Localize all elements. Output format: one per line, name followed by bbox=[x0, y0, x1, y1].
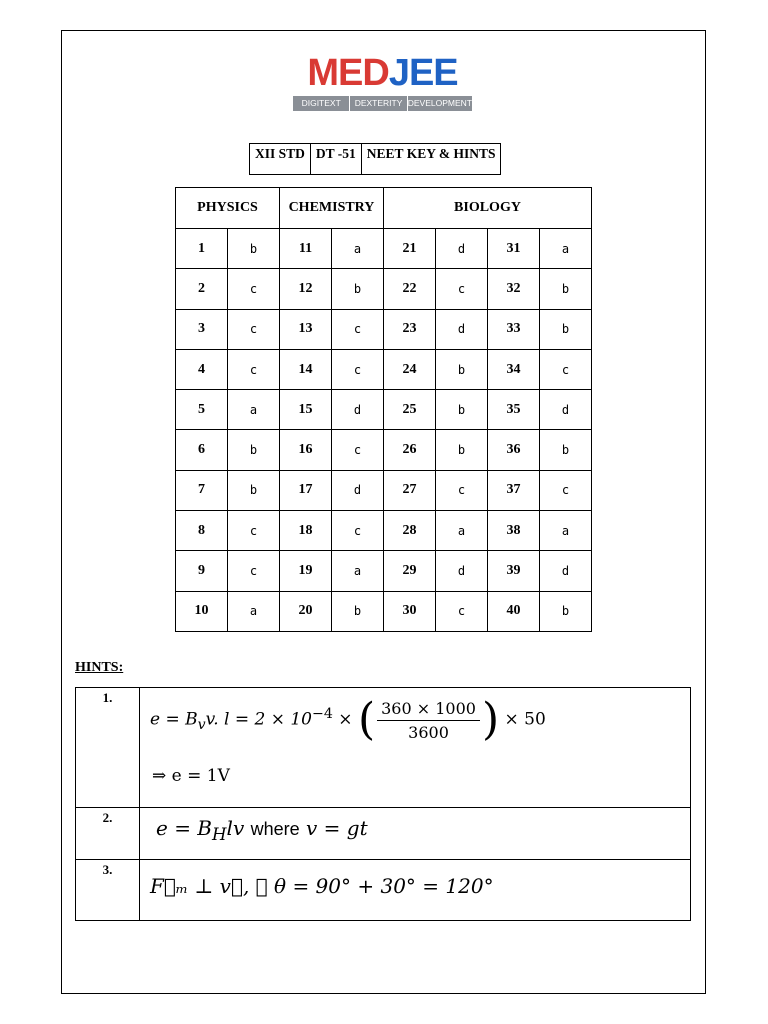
hint-3 bbox=[75, 859, 691, 921]
answer-row bbox=[176, 349, 592, 389]
question-number: 9 bbox=[176, 551, 228, 591]
answer-option: c bbox=[228, 551, 280, 591]
hint-1-times: × bbox=[338, 709, 353, 730]
question-number: 39 bbox=[488, 551, 540, 591]
question-number: 12 bbox=[280, 269, 332, 309]
question-number: 22 bbox=[384, 269, 436, 309]
left-paren: ( bbox=[357, 694, 376, 745]
fraction-denominator: 3600 bbox=[408, 722, 449, 742]
question-number: 10 bbox=[176, 591, 228, 631]
answer-row bbox=[176, 430, 592, 470]
answer-row bbox=[176, 591, 592, 631]
section-biology: BIOLOGY bbox=[384, 188, 592, 229]
answer-option: a bbox=[332, 229, 384, 269]
answer-option: c bbox=[436, 269, 488, 309]
hint-2-tail: v = gt bbox=[306, 816, 368, 840]
answer-option: b bbox=[436, 430, 488, 470]
answer-option: b bbox=[332, 269, 384, 309]
answer-option: b bbox=[540, 591, 592, 631]
question-number: 1 bbox=[176, 229, 228, 269]
question-number: 14 bbox=[280, 349, 332, 389]
fraction-numerator: 360 × 1000 bbox=[377, 699, 480, 721]
hint-1-equation bbox=[150, 694, 546, 745]
answer-option: a bbox=[332, 551, 384, 591]
question-number: 15 bbox=[280, 390, 332, 430]
hint-2-where: where bbox=[250, 819, 300, 839]
logo-tag-digitext: DIGITEXT bbox=[293, 96, 350, 111]
answer-key-body bbox=[176, 229, 592, 632]
hint-2-sub: H bbox=[212, 825, 227, 844]
question-number: 23 bbox=[384, 309, 436, 349]
answer-option: c bbox=[332, 511, 384, 551]
question-number: 5 bbox=[176, 390, 228, 430]
hint-3-equation: F⃗ₘ ⊥ v⃗, ∴ θ = 90° + 30° = 120° bbox=[150, 874, 494, 898]
answer-option: c bbox=[228, 511, 280, 551]
hint-1-mid: v. l = 2 × 10 bbox=[205, 709, 312, 730]
answer-option: c bbox=[332, 349, 384, 389]
header-title: NEET KEY & HINTS bbox=[361, 144, 501, 175]
hint-1-lhs: e = B bbox=[150, 709, 198, 730]
answer-option: b bbox=[436, 349, 488, 389]
answer-row bbox=[176, 470, 592, 510]
answer-option: d bbox=[436, 309, 488, 349]
answer-option: d bbox=[332, 390, 384, 430]
question-number: 35 bbox=[488, 390, 540, 430]
hint-2-equation bbox=[156, 816, 368, 844]
question-number: 33 bbox=[488, 309, 540, 349]
answer-option: a bbox=[436, 511, 488, 551]
question-number: 6 bbox=[176, 430, 228, 470]
answer-option: c bbox=[228, 349, 280, 389]
logo-wordmark bbox=[291, 53, 474, 93]
question-number: 16 bbox=[280, 430, 332, 470]
question-number: 30 bbox=[384, 591, 436, 631]
answer-option: c bbox=[540, 349, 592, 389]
question-number: 31 bbox=[488, 229, 540, 269]
answer-option: d bbox=[332, 470, 384, 510]
hint-number: 2. bbox=[76, 808, 140, 859]
answer-option: b bbox=[228, 430, 280, 470]
logo-med-text: MED bbox=[307, 52, 389, 94]
question-number: 18 bbox=[280, 511, 332, 551]
answer-option: a bbox=[540, 511, 592, 551]
question-number: 36 bbox=[488, 430, 540, 470]
answer-option: d bbox=[436, 229, 488, 269]
question-number: 11 bbox=[280, 229, 332, 269]
question-number: 8 bbox=[176, 511, 228, 551]
hint-1-exp: −4 bbox=[312, 705, 333, 722]
question-number: 24 bbox=[384, 349, 436, 389]
answer-option: c bbox=[228, 309, 280, 349]
hint-body bbox=[140, 688, 690, 807]
answer-option: b bbox=[228, 229, 280, 269]
header-std: XII STD bbox=[250, 144, 311, 175]
hint-number: 3. bbox=[76, 860, 140, 920]
question-number: 4 bbox=[176, 349, 228, 389]
answer-row bbox=[176, 551, 592, 591]
logo-jee-text: JEE bbox=[388, 52, 458, 94]
question-number: 27 bbox=[384, 470, 436, 510]
answer-option: b bbox=[540, 309, 592, 349]
question-number: 32 bbox=[488, 269, 540, 309]
question-number: 3 bbox=[176, 309, 228, 349]
header-test-code: DT -51 bbox=[310, 144, 361, 175]
hints-title: HINTS: bbox=[75, 660, 124, 675]
hint-body bbox=[140, 860, 690, 920]
hint-body bbox=[140, 808, 690, 859]
question-number: 7 bbox=[176, 470, 228, 510]
answer-option: b bbox=[540, 430, 592, 470]
answer-option: c bbox=[436, 470, 488, 510]
answer-option: c bbox=[332, 430, 384, 470]
right-paren: ) bbox=[481, 694, 500, 745]
logo-tagline bbox=[293, 96, 472, 111]
answer-option: a bbox=[228, 390, 280, 430]
answer-option: d bbox=[540, 390, 592, 430]
logo-tag-dexterity: DEXTERITY bbox=[350, 96, 407, 111]
hint-1-fraction bbox=[377, 699, 480, 742]
answer-option: d bbox=[540, 551, 592, 591]
answer-option: c bbox=[436, 591, 488, 631]
hint-1-sub: v bbox=[197, 716, 206, 733]
answer-row bbox=[176, 229, 592, 269]
hint-2 bbox=[75, 807, 691, 860]
answer-option: a bbox=[228, 591, 280, 631]
hint-2-rhs: lv bbox=[226, 816, 245, 840]
answer-row bbox=[176, 390, 592, 430]
section-physics: PHYSICS bbox=[176, 188, 280, 229]
question-number: 34 bbox=[488, 349, 540, 389]
question-number: 21 bbox=[384, 229, 436, 269]
answer-option: d bbox=[436, 551, 488, 591]
question-number: 2 bbox=[176, 269, 228, 309]
answer-option: a bbox=[540, 229, 592, 269]
answer-row bbox=[176, 309, 592, 349]
answer-option: c bbox=[228, 269, 280, 309]
answer-row bbox=[176, 269, 592, 309]
logo-tag-development: DEVELOPMENT bbox=[407, 98, 472, 108]
question-number: 19 bbox=[280, 551, 332, 591]
answer-key-table bbox=[175, 187, 592, 632]
document-header bbox=[249, 143, 501, 175]
hint-1-tail: × 50 bbox=[504, 709, 546, 730]
question-number: 13 bbox=[280, 309, 332, 349]
question-number: 17 bbox=[280, 470, 332, 510]
hint-1-result: ⇒ e = 1V bbox=[152, 766, 230, 786]
answer-option: b bbox=[332, 591, 384, 631]
question-number: 26 bbox=[384, 430, 436, 470]
answer-option: c bbox=[332, 309, 384, 349]
medjee-logo bbox=[291, 53, 474, 113]
hint-1 bbox=[75, 687, 691, 808]
answer-option: b bbox=[228, 470, 280, 510]
answer-option: c bbox=[540, 470, 592, 510]
question-number: 25 bbox=[384, 390, 436, 430]
question-number: 20 bbox=[280, 591, 332, 631]
section-chemistry: CHEMISTRY bbox=[280, 188, 384, 229]
question-number: 38 bbox=[488, 511, 540, 551]
answer-option: b bbox=[540, 269, 592, 309]
answer-row bbox=[176, 511, 592, 551]
question-number: 37 bbox=[488, 470, 540, 510]
hint-number: 1. bbox=[76, 688, 140, 807]
hint-2-lhs: e = B bbox=[156, 816, 213, 840]
answer-option: b bbox=[436, 390, 488, 430]
question-number: 29 bbox=[384, 551, 436, 591]
question-number: 28 bbox=[384, 511, 436, 551]
question-number: 40 bbox=[488, 591, 540, 631]
